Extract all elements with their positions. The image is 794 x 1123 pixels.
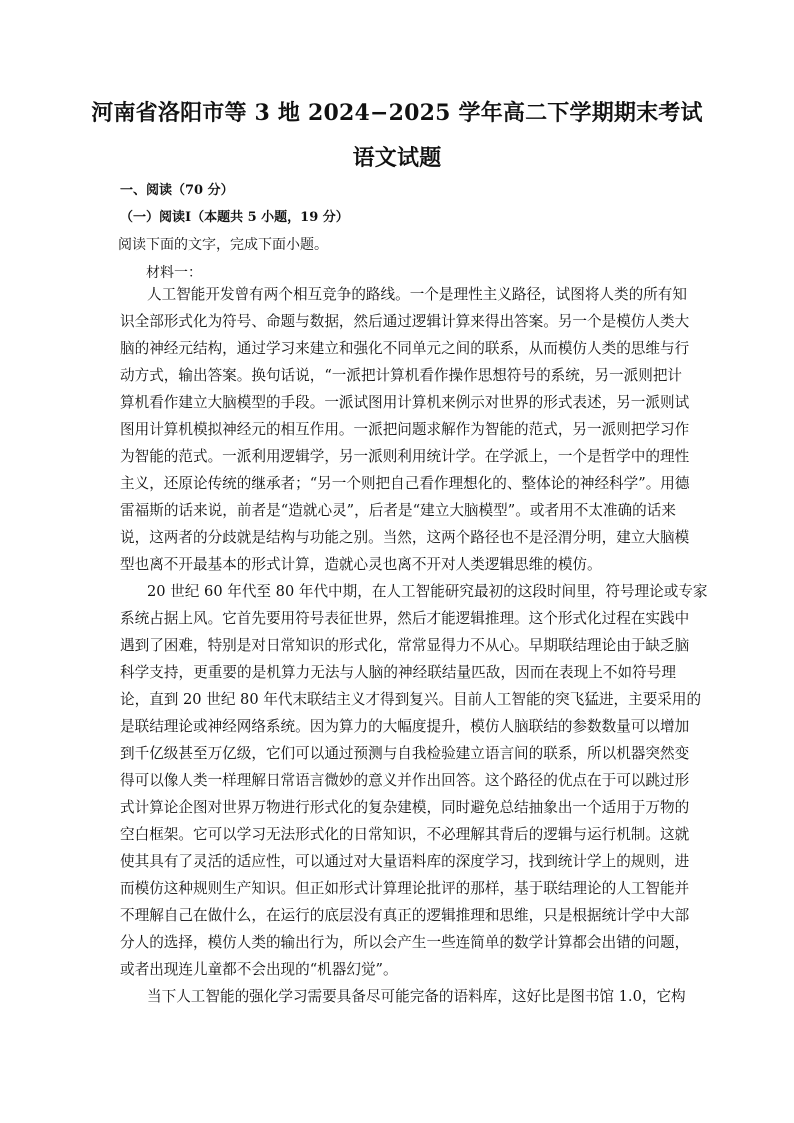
reading-instruction: 阅读下面的文字，完成下面小题。 (118, 237, 328, 253)
paragraph-2-line: 或者出现连儿童都不会出现的“机器幻觉”。 (120, 961, 398, 978)
paragraph-2-line: 到千亿级甚至万亿级，它们可以通过预测与自我检验建立语言间的联系，所以机器突然变 (120, 745, 690, 762)
paragraph-2-line: 科学支持，更重要的是机算力无法与人脑的神经联结量匹敌，因而在表现上不如符号理 (120, 664, 676, 681)
paragraph-1-line: 主义，还原论传统的继承者；“另一个则把自己看作理想化的、整体论的神经科学”。用德 (120, 475, 690, 492)
paragraph-2-line: 而模仿这种规则生产知识。但正如形式计算理论批评的那样，基于联结理论的人工智能并 (120, 880, 690, 897)
paragraph-1-line: 型也离不开最基本的形式计算，造就心灵也离不开对人类逻辑思维的模仿。 (120, 556, 602, 573)
paragraph-1-line: 动方式，输出答案。换句话说，“一派把计算机看作操作思想符号的系统，另一派则把计 (120, 367, 683, 384)
paragraph-2-line: 系统占据上风。它首先要用符号表征世界，然后才能逻辑推理。这个形式化过程在实践中 (120, 610, 690, 627)
paragraph-1-line: 图用计算机模拟神经元的相互作用。一派把问题求解作为智能的范式，另一派则把学习作 (120, 421, 690, 438)
document-subtitle: 语文试题 (352, 145, 442, 171)
paragraph-1-line: 脑的神经元结构，通过学习来建立和强化不同单元之间的联系，从而模仿人类的思维与行 (120, 340, 690, 357)
paragraph-2-line: 是联结理论或神经网络系统。因为算力的大幅度提升，模仿人脑联结的参数数量可以增加 (120, 718, 690, 735)
paragraph-3-line: 当下人工智能的强化学习需要具备尽可能完备的语料库，这好比是图书馆 1.0，它构 (147, 988, 686, 1005)
paragraph-1-line: 为智能的范式。一派利用逻辑学，另一派则利用统计学。在学派上，一个是哲学中的理性 (120, 448, 690, 465)
paragraph-2-line: 分人的选择，模仿人类的输出行为，所以会产生一些连简单的数学计算都会出错的问题， (120, 934, 690, 951)
paragraph-2-line: 不理解自己在做什么，在运行的底层没有真正的逻辑推理和思维，只是根据统计学中大部 (120, 907, 690, 924)
paragraph-1-line: 识全部形式化为符号、命题与数据，然后通过逻辑计算来得出答案。另一个是模仿人类大 (120, 313, 690, 330)
section-heading: 一、阅读（70 分） (120, 183, 234, 198)
paragraph-1-line: 人工智能开发曾有两个相互竞争的路线。一个是理性主义路径，试图将人类的所有知 (147, 286, 687, 303)
document-title: 河南省洛阳市等 3 地 2024−2025 学年高二下学期期末考试 (91, 100, 703, 126)
paragraph-2-line: 论，直到 20 世纪 80 年代末联结主义才得到复兴。目前人工智能的突飞猛进，主要采用的 (120, 691, 702, 708)
paragraph-1-line: 算机看作建立大脑模型的手段。一派试图用计算机来例示对世界的形式表述，另一派则试 (120, 394, 690, 411)
paragraph-2-line: 空白框架。它可以学习无法形式化的日常知识，不必理解其背后的逻辑与运行机制。这就 (120, 826, 690, 843)
paragraph-2-line: 使其具有了灵活的适应性，可以通过对大量语料库的深度学习，找到统计学上的规则，进 (120, 853, 690, 870)
subsection-heading: （一）阅读Ⅰ（本题共 5 小题，19 分） (120, 210, 349, 225)
paragraph-2-line: 式计算论企图对世界万物进行形式化的复杂建模，同时避免总结抽象出一个适用于万物的 (120, 799, 690, 816)
paragraph-1-line: 说，这两者的分歧就是结构与功能之别。当然，这两个路径也不是泾渭分明，建立大脑模 (120, 529, 690, 546)
material-label: 材料一： (146, 265, 202, 281)
paragraph-2-line: 20 世纪 60 年代至 80 年代中期，在人工智能研究最初的这段时间里，符号理论或专家 (147, 583, 708, 600)
paragraph-2-line: 遇到了困难，特别是对日常知识的形式化，常常显得力不从心。早期联结理论由于缺乏脑 (120, 637, 690, 654)
paragraph-2-line: 得可以像人类一样理解日常语言微妙的意义并作出回答。这个路径的优点在于可以跳过形 (120, 772, 690, 789)
paragraph-1-line: 雷福斯的话来说，前者是“造就心灵”，后者是“建立大脑模型”。或者用不太准确的话来 (120, 502, 676, 519)
